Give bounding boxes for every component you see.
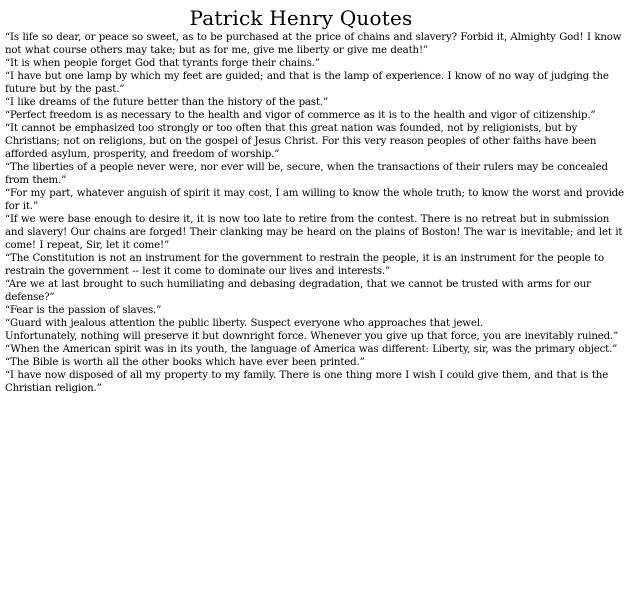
quote: “I like dreams of the future better than the history of the past.” — [5, 97, 329, 108]
page-title: Patrick Henry Quotes — [189, 6, 413, 30]
quote: “Is life so dear, or peace so sweet, as to be purchased at the price of chains and slavery? Forbid it, Almighty God! I know not what course others may take; but as for me, give me liberty or give me death!” — [5, 32, 622, 56]
quote: “When the American spirit was in its youth, the language of America was different: Liberty, sir, was the primary object.” — [5, 344, 618, 355]
quote: “Guard with jealous attention the public liberty. Suspect everyone who approaches that jewel. — [5, 318, 483, 329]
quote: “The Bible is worth all the other books which have ever been printed.” — [5, 357, 365, 368]
quote-list — [5, 31, 629, 395]
quote: “The Constitution is not an instrument for the government to restrain the people, it is an instrument for the people to restrain the government -- lest it come to dominate our lives and interests.” — [5, 253, 604, 277]
quote: “Perfect freedom is as necessary to the health and vigor of commerce as it is to the health and vigor of citizenship.” — [5, 110, 596, 121]
quote: “The liberties of a people never were, nor ever will be, secure, when the transactions of their rulers may be concealed from them.” — [5, 162, 608, 186]
quote: “For my part, whatever anguish of spirit it may cost, I am willing to know the whole truth; to know the worst and provide for it.” — [5, 188, 624, 212]
quote: “It cannot be emphasized too strongly or too often that this great nation was founded, not by religionists, but by Christians; not on religions, but on the gospel of Jesus Christ. For this very reason peoples of other faiths have been afforded asylum, prosperity, and freedom of worship.” — [5, 123, 597, 160]
quote: “If we were base enough to desire it, it is now too late to retire from the contest. There is no retreat but in submission and slavery! Our chains are forged! Their clanking may be heard on the plains of Boston! The war is inevitable; and let it come! I repeat, Sir, let it come!” — [5, 214, 623, 251]
quote: “Fear is the passion of slaves.” — [5, 305, 162, 316]
quote: “I have but one lamp by which my feet are guided; and that is the lamp of experience. I know of no way of judging the future but by the past.” — [5, 71, 609, 95]
quote: Unfortunately, nothing will preserve it but downright force. Whenever you give up that force, you are inevitably ruined.” — [5, 331, 619, 342]
quote: “I have now disposed of all my property to my family. There is one thing more I wish I could give them, and that is the Christian religion.” — [5, 370, 609, 394]
quote: “Are we at last brought to such humiliating and debasing degradation, that we cannot be trusted with arms for our defense?” — [5, 279, 591, 303]
quote: “It is when people forget God that tyrants forge their chains.” — [5, 58, 320, 69]
